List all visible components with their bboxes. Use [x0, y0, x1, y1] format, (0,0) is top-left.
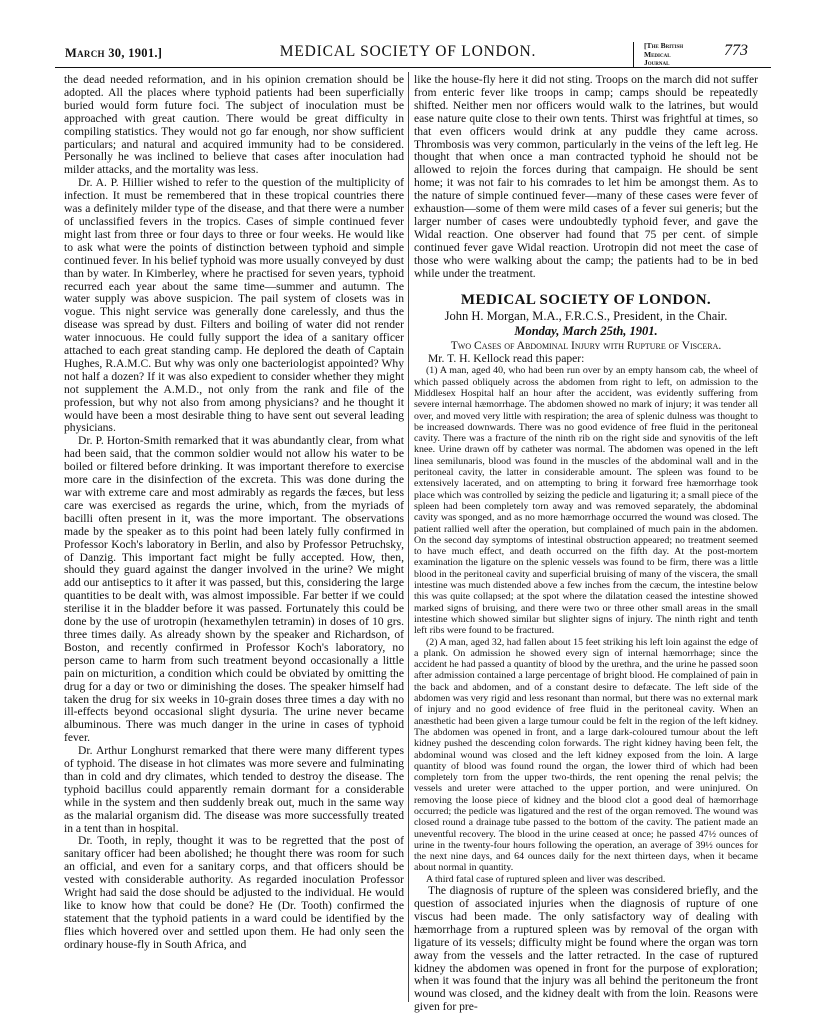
left-column — [64, 74, 404, 952]
header-date: March 30, 1901.] — [65, 46, 163, 60]
case-report: (2) A man, aged 32, had fallen about 15 feet striking his left loin against the edge of a plank. On admission he showed every sign of internal hæmorrhage; since the accident he had passed a quantity of blood by the urethra, and the urine he passed soon after admission contained a large percentage of bright blood. He complained of pain in the back and abdomen, and of a constant desire to defæcate. The left side of the abdomen was very rigid and less resonant than normal, but there was no external mark of injury and no good evidence of free fluid in the peritoneal cavity. When an anæsthetic had been given a large tumour could be felt in the region of the left kidney. The abdomen was opened in front, and a large dark-coloured tumour about the left kidney pushed the descending colon forwards. The right kidney having been felt, the abdominal wound was closed and the left kidney exposed from the loin. A large quantity of blood was found round the organ, the lower third of which had been completely torn from the upper two-thirds, the rent opening the renal pelvis; the vessels and ureter were attached to the upper portion, and were uninjured. On removing the loose piece of kidney and the blood clot a good deal of hæmorrhage occurred; the pedicle was ligatured and the rest of the organ removed. The wound was closed round a drainage tube passed to the bottom of the cavity. The patient made an uneventful recovery. The blood in the urine ceased at once; he passed 47½ ounces of urine in the twenty-four hours following the operation, an average of 39½ ounces for the next nine days, and 64 ounces daily for the next thirteen days, when it became about normal in quantity. — [414, 636, 758, 874]
header-page-number: 773 — [724, 42, 748, 59]
paper-title: Two Cases of Abdominal Injury with Rupture of Viscera. — [450, 338, 722, 352]
paragraph: The diagnosis of rupture of the spleen was considered briefly, and the question of associated injuries when the diagnosis of rupture of one viscus had been made. The only satisfactory way of dealing with hæmorrhage from a ruptured spleen was by removal of the organ with ligature of its vessels; difficulty might be found where the organ was torn away from the vessels and the latter retracted. In the case of ruptured kidney the abdomen was opened in front for the purpose of exploration; when it was found that the injury was all behind the peritoneum the front wound was closed, and the kidney dealt with from the loin. Reasons were given for pre- — [414, 884, 758, 1014]
case-report: A third fatal case of ruptured spleen and liver was described. — [426, 873, 666, 885]
right-column — [414, 74, 758, 1014]
header-journal: [The British Medical Journal — [633, 42, 696, 68]
paragraph: Dr. A. P. Hillier wished to refer to the question of the multiplicity of infection. It must be remembered that in these tropical countries there was a definitely milder type of the disease, and that there were a number of unclassified fevers in the tropics. Cases of simple continued fever might last from three or four days to three or four weeks. He would like to ask what were the points of distinction between typhoid and simple continued fever. In his belief typhoid was more usually conveyed by dust than by water. In Kimberley, where he practised for seven years, typhoid recurred each year about the same time—summer and autumn. The water supply was above suspicion. The pail system of closets was in vogue. This night service was generally done carelessly, and thus the disease was spread by dust. Filters and boiling of water did not render water innocuous. He could fully support the idea of a sanitary officer attached to each great standing camp. He deplored the death of Captain Hughes, R.A.M.C. But why was only one bacteriologist appointed? Why not half a dozen? If it was also expedient to consider whether they might not supplement the A.M.D., not only from the rank and file of the profession, but why not also from among physicians? and he thought it would have been a most desirable thing to have sent out several leading physicians. — [64, 176, 404, 435]
meeting-president: John H. Morgan, M.A., F.R.C.S., President, in the Chair. — [444, 308, 728, 323]
paragraph: Dr. P. Horton-Smith remarked that it was abundantly clear, from what had been said, that the common soldier would not allow his water to be boiled or filtered before drinking. It was important therefore to exercise more care in the disinfection of the excreta. This was done during the war with extreme care and most admirably as regards the fæces, but less care was exercised as regards the urine, which, from the myriads of bacilli often present in it, was the more important. The observations made by the speaker as to this point had been lately fully confirmed in Professor Koch's laboratory in Berlin, and also by Professor Petruchsky, of Danzig. This important fact might be fully accepted. How, then, should they guard against the danger involved in the urine? We might add our antiseptics to it after it was passed, but this, considering the large quantities to be dealt with, was almost impossible. Far better if we could sterilise it in the bladder before it was passed. Fortunately this could be done by the use of urotropin (hexamethylen tetramin) in doses of 10 grs. three times daily. As already shown by the speaker and Richardson, of Boston, and recently confirmed in Professor Koch's laboratory, no person came to harm from such treatment beyond occasionally a little pain on micturition, a condition which could be obviated by omitting the drug for a day or two or diminishing the doses. The speaker himself had taken the drug for six weeks in 10-grain doses three times a day with no ill-effects beyond occasional slight dysuria. The urine never became albuminous. There was much danger in the urine in cases of typhoid fever. — [64, 434, 404, 745]
paper-reader: Mr. T. H. Kellock read this paper: — [428, 351, 585, 365]
case-reports — [414, 365, 758, 885]
paragraph: like the house-fly here it did not sting. Troops on the march did not suffer from enteric fever like troops in camp; camps should be repeatedly shifted. Neither men nor officers would walk to the latrines, but would ease nature quite close to their own tents. Thirst was frightful at times, so that even officers would drink at any puddle they came across. Thrombosis was very common, particularly in the veins of the left leg. He thought that when once a man contracted typhoid he should not be allowed to rejoin the forces during that campaign. He should be sent home; it was not fair to his comrades to let him be amongst them. As to the nature of simple continued fever—many of these cases were fever of exhaustion—some of them were mild cases of a fever sui generis; but the larger number of cases were undoubtedly typhoid fever, and gave the Widal reaction. One observer had found that 75 per cent. of simple continued fever gave Widal reaction. Urotropin did not meet the case of those who were walking about the camp; the patients had to be in bed while under the treatment. — [414, 73, 758, 280]
page-header — [40, 42, 776, 66]
paragraph: Dr. Arthur Longhurst remarked that there were many different types of typhoid. The disease in hot climates was more severe and fulminating than in cold and dry climates, which tended to destroy the disease. The typhoid bacillus could apparently remain dormant for a considerable while in the system and then suddenly break out, much in the same way as the malarial organism did. The disease was more successfully treated in a tent than in hospital. — [64, 744, 404, 835]
meeting-date: Monday, March 25th, 1901. — [514, 323, 658, 338]
column-divider — [408, 72, 409, 1002]
paragraph: Dr. Tooth, in reply, thought it was to be regretted that the post of sanitary officer had been abolished; he thought there was room for such an official, and even for a sanitary corps, and that officers should be vested with considerable authority. As regarded inoculation Professor Wright had said the dose should be adjusted to the individual. He would like to know how that could be done? He (Dr. Tooth) confirmed the statement that the typhoid patients in a ward could be identified by the flies which hovered over and settled upon them. He had only seen the ordinary house-fly in South Africa, and — [64, 834, 404, 951]
header-title: MEDICAL SOCIETY OF LONDON. — [279, 43, 537, 60]
case-report: (1) A man, aged 40, who had been run over by an empty hansom cab, the wheel of which passed obliquely across the abdomen from right to left, on admission to the Middlesex Hospital half an hour after the accident, was evidently suffering from severe internal hæmorrhage. The abdomen showed no mark of injury; it was tender all over, and moved very little with respiration; the area of splenic dulness was thought to be increased downwards. There was no good evidence of free fluid in the peritoneal cavity. There was a fracture of the ninth rib on the right side and synovitis of the left knee. Urine drawn off by catheter was normal. The abdomen was opened in the left linea semilunaris, blood was found in the muscles of the abdominal wall and in the peritoneal cavity, the latter in considerable amount. The spleen was found to be extensively lacerated, and on attempting to bring it forward free hæmorrhage took place which was controlled by seizing the pedicle and ligaturing it; a small piece of the spleen had been completely torn away and was removed separately, the abdominal cavity was sponged, and as no more hæmorrhage occurred the wound was closed. The patient rallied well after the operation, but complained of much pain in the abdomen. On the second day symptoms of intestinal obstruction appeared; no treatment seemed to have much effect, and death occurred on the fifth day. At the post-mortem examination the ligature on the splenic vessels was found to be firm, there was a little blood in the peritoneal cavity and superficial bruising of many of the viscera, the small intestine was much distended above a few inches from the cæcum, the intestine below this was quite collapsed; at the spot where the dilatation ceased the intestine showed marked signs of bruising, and there were two or three other small areas in the small intestine which showed similar but slighter signs of injury. The ninth right and tenth left ribs were found to be fractured. — [414, 365, 758, 637]
section-title: MEDICAL SOCIETY OF LONDON. — [460, 291, 712, 308]
paragraph: the dead needed reformation, and in his opinion cremation should be adopted. All the places where typhoid patients had been superficially buried would form future foci. The subject of inoculation must be approached with great caution. There would be great difficulty in compiling statistics. They would not go far enough, nor show sufficient particulars; and natural and acquired immunity had to be considered. Personally he was inclined to believe that cases after inoculation had milder attacks, and the mortality was less. — [64, 73, 404, 177]
header-rule — [55, 67, 771, 68]
